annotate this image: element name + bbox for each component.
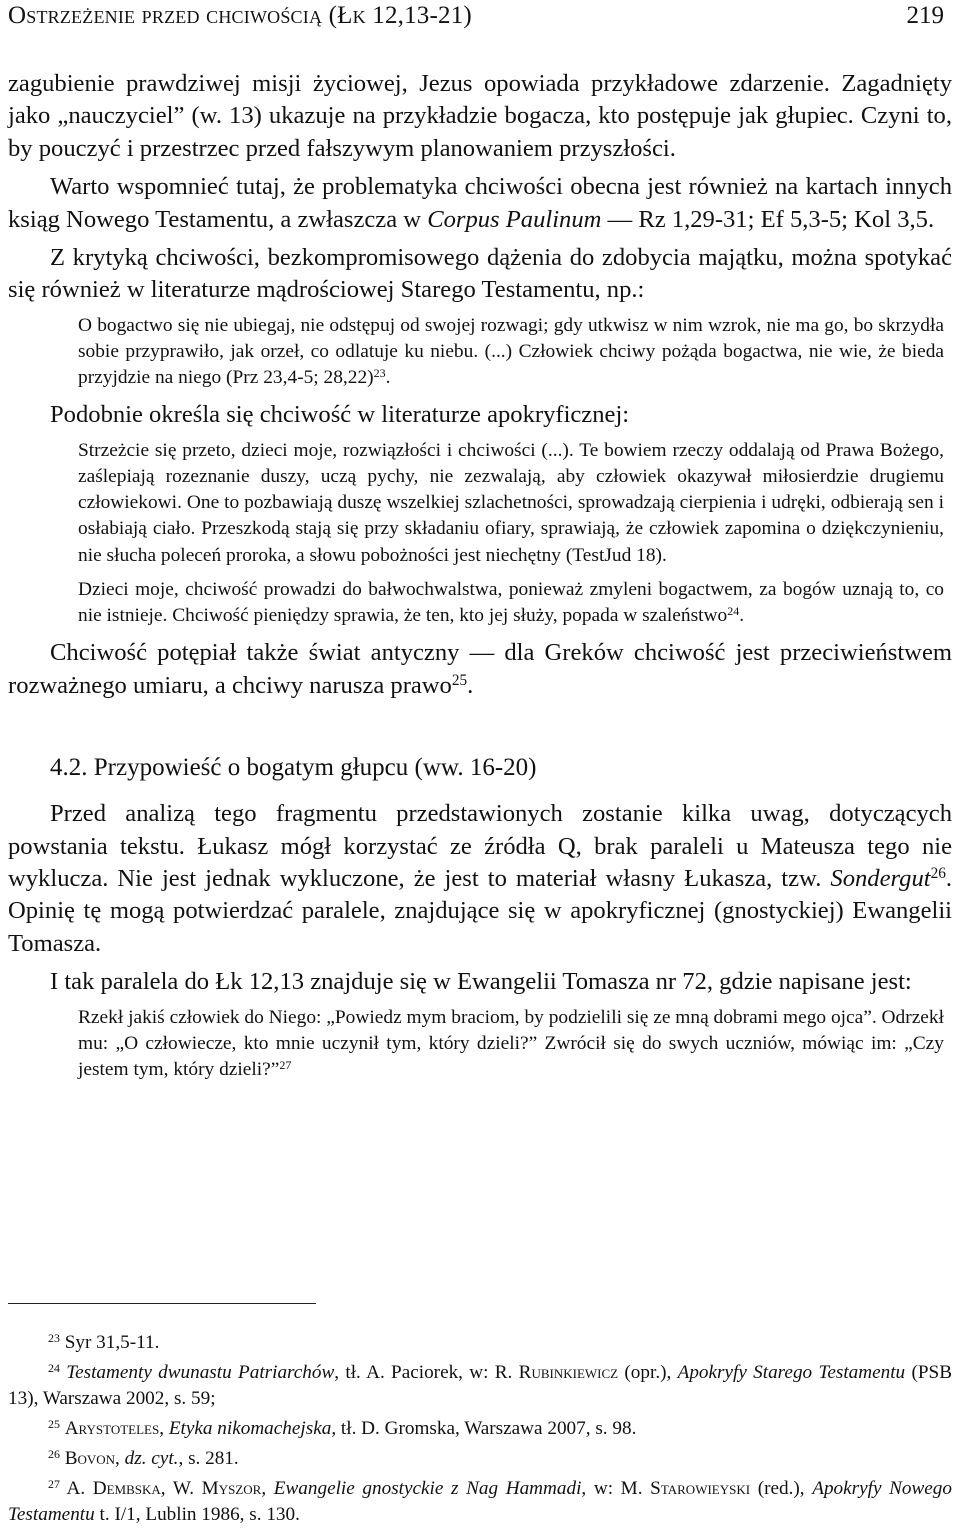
footnote-number: 26 [48, 1447, 60, 1462]
main-text [8, 68, 952, 1091]
footnote-text: (opr.), [618, 1362, 678, 1383]
footnote-ref-25[interactable]: 25 [451, 672, 468, 690]
footnote-26 [8, 1446, 952, 1472]
footnote-ref-24[interactable]: 24 [727, 604, 740, 619]
footnote-27 [8, 1476, 952, 1528]
quote-4-text: Rzekł jakiś człowiek do Niego: „Powiedz mym braciom, by podzielili się ze mną dobrami mego ojca”. Odrzekł mu: „O człowiecze, kto mnie uczynił tym, który dzieli?” Zwrócił się do swych uczniów, mówiąc im: „Czy jestem tym, który dzieli?” [78, 1006, 944, 1080]
paragraph-6-text-a: Przed analizą tego fragmentu przedstawionych zostanie kilka uwag, dotyczących powstania tekstu. Łukasz mógł korzystać ze źródła Q, brak paraleli u Mateusza tego nie wyklucza. Nie jest jednak wykluczone, że jest to materiał własny Łukasza, tzw. [8, 800, 952, 892]
paragraph-5-text: Chciwość potępiał także świat antyczny — dla Greków chciwość jest przeciwieństwem rozważnego umiaru, a chciwy narusza prawo [8, 639, 952, 699]
footnote-text: Syr 31,5-11. [59, 1332, 160, 1353]
footnote-25 [8, 1416, 952, 1442]
quote-1 [8, 313, 952, 392]
quote-1-text: O bogactwo się nie ubiegaj, nie odstępuj od swojej rozwagi; gdy utkwisz w nim wzrok, nie ma go, bo skrzydła sobie przyprawiło, jak orzeł, co odlatuje ku niebu. (...) Człowiek chciwy pożąda bogactwa, nie wie, że bieda przyjdzie na niego (Prz 23,4-5; 28,22) [78, 314, 944, 389]
footnote-italic: Ewangelie gnostyckie z Nag Hammadi [273, 1478, 582, 1499]
quote-3-text: Dzieci moje, chciwość prowadzi do bałwochwalstwa, ponieważ zmyleni bogactwem, za bogów uznają to, co nie istnieje. Chciwość pieniędzy sprawia, że ten, kto jej służy, popada w szaleństwo [78, 578, 944, 627]
paragraph-6 [8, 798, 952, 960]
paragraph-2-italic: Corpus Paulinum [427, 205, 602, 233]
running-header [8, 2, 944, 38]
footnote-text: , [115, 1448, 125, 1469]
footnote-text: , W. [160, 1478, 202, 1499]
footnote-italic: dz. cyt. [124, 1448, 179, 1469]
section-heading: 4.2. Przypowieść o bogatym głupcu (ww. 16-20) [50, 754, 537, 782]
footnote-author: Starowieyski [650, 1478, 751, 1499]
paragraph-2-text-b: — Rz 1,29-31; Ef 5,3-5; Kol 3,5. [601, 205, 935, 233]
footnote-ref-27[interactable]: 27 [279, 1057, 292, 1072]
running-title: Ostrzeżenie przed chciwością (Łk 12,13-21) [8, 2, 472, 29]
footnote-author: Dembska [92, 1478, 161, 1499]
footnote-text: , tł. A. Paciorek, w: R. [334, 1362, 519, 1383]
footnote-text: , s. 281. [178, 1448, 239, 1469]
quote-1-end: . [385, 367, 391, 389]
footnote-number: 24 [48, 1361, 60, 1376]
paragraph-3: Z krytyką chciwości, bezkompromisowego dążenia do zdobycia majątku, można spotykać się również w literaturze mądrościowej Starego Testamentu, np.: [8, 244, 952, 304]
paragraph-5-end: . [467, 671, 474, 699]
footnote-number: 23 [48, 1331, 60, 1346]
paragraph-1: zagubienie prawdziwej misji życiowej, Jezus opowiada przykładowe zdarzenie. Zagadnięty jako „nauczyciel” (w. 13) ukazuje na przykładzie bogacza, kto postępuje jak głupiec. Czyni to, by pouczyć i przestrzec przed fałszywym planowaniem przyszłości. [8, 70, 952, 162]
footnote-23 [8, 1330, 952, 1356]
footnote-author: Rubinkiewicz [518, 1362, 619, 1383]
paragraph-6-text-b: . Opinię tę mogą potwierdzać paralele, znajdujące się w apokryficznej (gnostyckiej) Ewangelii Tomasza. [8, 864, 952, 957]
footnote-italic: Etyka nikomachejska [168, 1418, 332, 1439]
footnote-divider [8, 1303, 316, 1304]
paragraph-5 [8, 637, 952, 702]
footnote-author: Bovon [64, 1448, 116, 1469]
footnote-text: t. I/1, Lublin 1986, s. 130. [94, 1504, 300, 1525]
footnote-24 [8, 1360, 952, 1412]
paragraph-6-italic: Sondergut [830, 864, 931, 892]
footnote-italic: Apokryfy Starego Testamentu [677, 1362, 906, 1383]
page-number: 219 [906, 2, 944, 29]
paragraph-2-text-a: Warto wspomnieć tutaj, że problematyka chciwości obecna jest również na kartach innych ksiąg Nowego Testamentu, a zwłaszcza w [8, 173, 952, 233]
footnote-text: A. [59, 1478, 93, 1499]
footnote-ref-26[interactable]: 26 [930, 865, 946, 883]
footnote-italic: Testamenty dwunastu Patriarchów [66, 1362, 335, 1383]
quote-4 [8, 1005, 952, 1084]
footnote-text: , w: M. [581, 1478, 651, 1499]
paragraph-7: I tak paralela do Łk 12,13 znajduje się w Ewangelii Tomasza nr 72, gdzie napisane jest: [50, 968, 912, 996]
paragraph-4: Podobnie określa się chciwość w literaturze apokryficznej: [50, 401, 630, 429]
footnote-number: 27 [48, 1477, 60, 1492]
footnote-ref-23[interactable]: 23 [373, 366, 386, 381]
footnote-text: (red.), [750, 1478, 813, 1499]
footnotes [8, 1330, 952, 1532]
footnote-italic: Apokryfy Nowego Testamentu [8, 1478, 952, 1525]
footnote-text: , [159, 1418, 169, 1439]
quote-3-end: . [739, 605, 745, 627]
paragraph-2 [8, 171, 952, 236]
footnote-author: Myszor [201, 1478, 262, 1499]
footnote-text: , tł. D. Gromska, Warszawa 2007, s. 98. [331, 1418, 637, 1439]
quote-3 [8, 577, 952, 629]
footnote-text: , [261, 1478, 274, 1499]
footnote-number: 25 [48, 1417, 60, 1432]
footnote-text: (PSB 13), Warszawa 2002, s. 59; [8, 1362, 952, 1409]
footnote-author: Arystoteles [64, 1418, 160, 1439]
quote-2: Strzeżcie się przeto, dzieci moje, rozwiązłości i chciwości (...). Te bowiem rzeczy oddalają od Prawa Bożego, zaślepiają rozeznanie duszy, uczą pychy, nie zezwalają, aby człowiek okazywał miłosierdzie drugiemu człowiekowi. One to pozbawiają duszę wszelkiej szlachetności, sprowadzają cierpienia i udręki, odbierają sen i osłabiają ciało. Przeszkodą stają się przy składaniu ofiary, sprawiają, że człowiek zapomina o dziękczynieniu, nie słucha poleceń proroka, a słowu pobożności jest niechętny (TestJud 18). [78, 439, 944, 566]
